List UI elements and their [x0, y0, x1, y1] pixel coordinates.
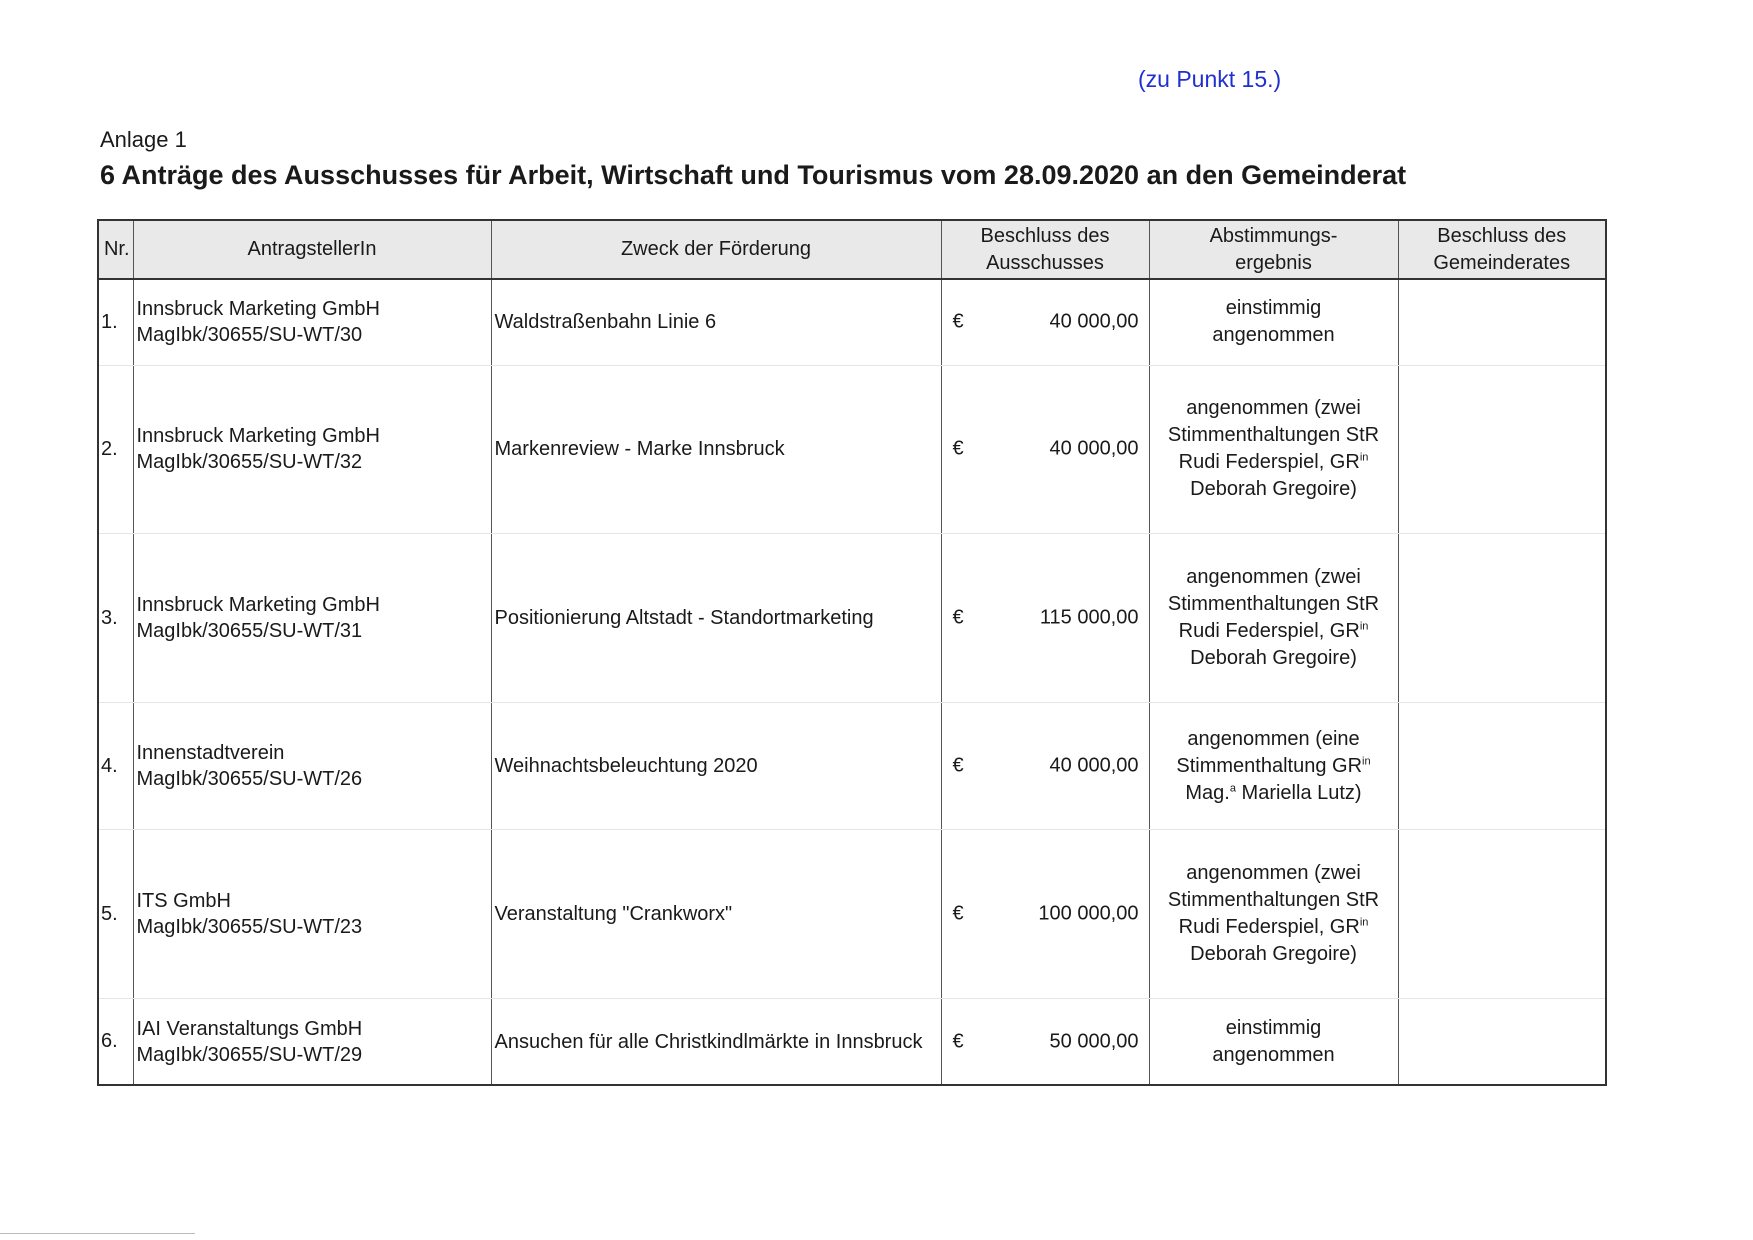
row-number: 1.: [98, 279, 133, 365]
table-row: [98, 365, 1606, 534]
applicant-cell: [133, 999, 491, 1085]
purpose-cell: Positionierung Altstadt - Standortmarketing: [491, 534, 941, 703]
vote-result-cell: angenommen (eine Stimmenthaltung $GR^{in}$ Mag.$^a$ Mariella Lutz): [1149, 703, 1398, 830]
purpose-cell: Veranstaltung "Crankworx": [491, 830, 941, 999]
currency-symbol: €: [952, 437, 964, 460]
header-applicant: AntragstellerIn: [133, 220, 491, 279]
amount-cell: [941, 279, 1149, 365]
council-decision-cell: [1398, 703, 1606, 830]
row-number: 5.: [98, 830, 133, 999]
document-title: 6 Anträge des Ausschusses für Arbeit, Wirtschaft und Tourismus vom 28.09.2020 an den Gemeinderat: [100, 160, 1407, 190]
annex-label: Anlage 1: [100, 127, 187, 152]
applicant-name: Innenstadtverein: [136, 742, 285, 765]
header-vote-result: Abstimmungs- ergebnis: [1149, 220, 1398, 279]
row-number: 3.: [98, 534, 133, 703]
header-purpose: Zweck der Förderung: [491, 220, 941, 279]
applicant-cell: [133, 365, 491, 534]
amount-value: 40 000,00: [1049, 310, 1139, 333]
header-council-decision: Beschluss des Gemeinderates: [1398, 220, 1606, 279]
applicant-name: Innsbruck Marketing GmbH: [136, 594, 380, 617]
vote-result-cell: einstimmig angenommen: [1149, 279, 1398, 365]
vote-result-cell: einstimmig angenommen: [1149, 999, 1398, 1085]
amount-value: 50 000,00: [1049, 1030, 1139, 1053]
currency-symbol: €: [952, 754, 964, 777]
table-row: [98, 279, 1606, 365]
applicant-cell: [133, 703, 491, 830]
amount-cell: [941, 830, 1149, 999]
footer-rule: [0, 1233, 195, 1234]
vote-result-cell: angenommen (zwei Stimmenthaltungen StR Rudi Federspiel, $GR^{in}$ Deborah Gregoire): [1149, 830, 1398, 999]
applicant-cell: [133, 279, 491, 365]
currency-symbol: €: [952, 902, 964, 925]
file-number: MagIbk/30655/SU-WT/26: [136, 768, 363, 791]
vote-result-cell: angenommen (zwei Stimmenthaltungen StR Rudi Federspiel, $GR^{in}$ Deborah Gregoire): [1149, 365, 1398, 534]
council-decision-cell: [1398, 534, 1606, 703]
purpose-cell: Weihnachtsbeleuchtung 2020: [491, 703, 941, 830]
applicant-name: ITS GmbH: [136, 890, 231, 913]
table-row: [98, 534, 1606, 703]
amount-value: 100 000,00: [1038, 902, 1139, 925]
file-number: MagIbk/30655/SU-WT/32: [136, 451, 363, 474]
amount-cell: [941, 534, 1149, 703]
applicant-name: Innsbruck Marketing GmbH: [136, 298, 380, 321]
file-number: MagIbk/30655/SU-WT/23: [136, 916, 363, 939]
currency-symbol: €: [952, 606, 964, 629]
row-number: 6.: [98, 999, 133, 1085]
table-row: [98, 999, 1606, 1085]
currency-symbol: €: [952, 310, 964, 333]
table-row: [98, 830, 1606, 999]
amount-value: 40 000,00: [1049, 754, 1139, 777]
row-number: 2.: [98, 365, 133, 534]
amount-cell: [941, 365, 1149, 534]
amount-value: 115 000,00: [1039, 606, 1139, 629]
header-nr: Nr.: [98, 220, 133, 279]
applications-table: [97, 219, 1607, 1086]
purpose-cell: Waldstraßenbahn Linie 6: [491, 279, 941, 365]
applicant-cell: [133, 534, 491, 703]
council-decision-cell: [1398, 830, 1606, 999]
applicant-cell: [133, 830, 491, 999]
applicant-name: IAI Veranstaltungs GmbH: [136, 1017, 363, 1040]
purpose-cell: Ansuchen für alle Christkindlmärkte in Innsbruck: [491, 999, 941, 1085]
purpose-cell: Markenreview - Marke Innsbruck: [491, 365, 941, 534]
header-committee-decision: Beschluss des Ausschusses: [941, 220, 1149, 279]
file-number: MagIbk/30655/SU-WT/30: [136, 324, 363, 347]
amount-cell: [941, 703, 1149, 830]
row-number: 4.: [98, 703, 133, 830]
currency-symbol: €: [952, 1030, 964, 1053]
table-row: [98, 703, 1606, 830]
applicant-name: Innsbruck Marketing GmbH: [136, 425, 380, 448]
amount-cell: [941, 999, 1149, 1085]
file-number: MagIbk/30655/SU-WT/31: [136, 620, 363, 643]
council-decision-cell: [1398, 999, 1606, 1085]
vote-result-cell: angenommen (zwei Stimmenthaltungen StR Rudi Federspiel, $GR^{in}$ Deborah Gregoire): [1149, 534, 1398, 703]
amount-value: 40 000,00: [1049, 437, 1139, 460]
council-decision-cell: [1398, 279, 1606, 365]
table-header-row: [98, 220, 1606, 279]
council-decision-cell: [1398, 365, 1606, 534]
file-number: MagIbk/30655/SU-WT/29: [136, 1043, 363, 1066]
agenda-reference: (zu Punkt 15.): [1138, 66, 1282, 92]
